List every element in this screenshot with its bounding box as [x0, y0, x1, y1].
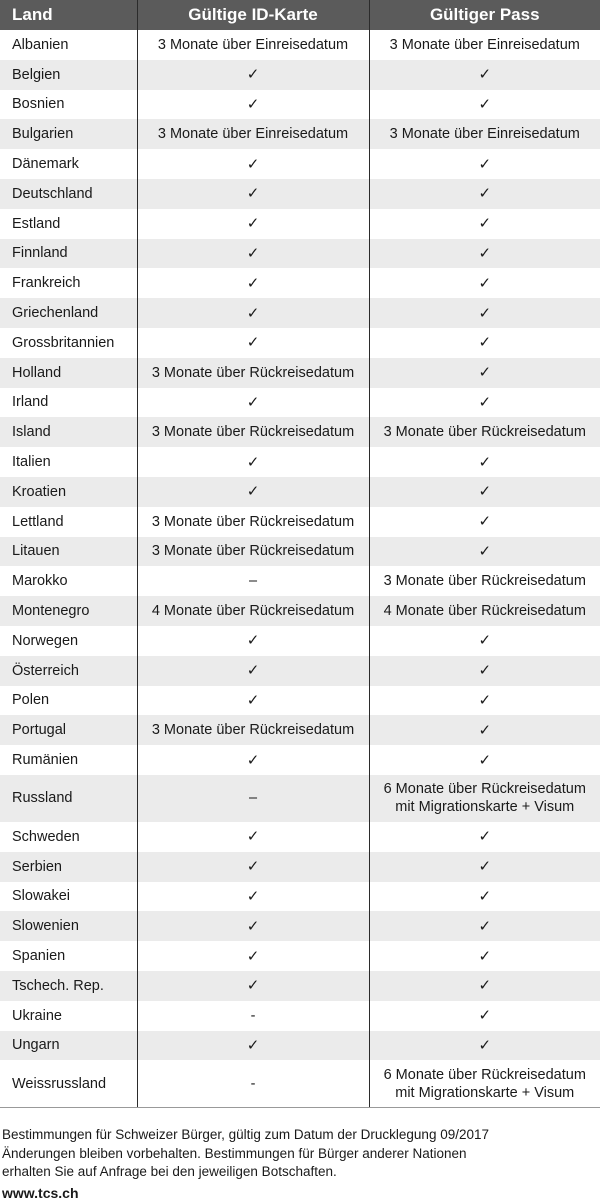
table-row: [0, 477, 600, 507]
id-card-value: 3 Monate über Rückreisedatum: [152, 365, 354, 381]
check-mark-icon: ✓: [478, 512, 491, 530]
check-mark-icon: ✓: [478, 976, 491, 994]
check-mark-icon: ✓: [247, 304, 260, 322]
id-card-value: 3 Monate über Einreisedatum: [158, 126, 348, 142]
passport-cell: [369, 715, 600, 745]
id-card-cell: [137, 30, 369, 60]
table-row: [0, 179, 600, 209]
check-mark-icon: ✓: [478, 393, 491, 411]
passport-value: 6 Monate über Rückreisedatum: [384, 1067, 586, 1083]
table-row: [0, 626, 600, 656]
id-card-cell: [137, 745, 369, 775]
check-mark-icon: ✓: [478, 453, 491, 471]
check-mark-icon: ✓: [478, 1006, 491, 1024]
passport-cell: [369, 60, 600, 90]
passport-cell: [369, 656, 600, 686]
id-card-cell: [137, 417, 369, 447]
id-card-cell: [137, 686, 369, 716]
table-row: [0, 566, 600, 596]
check-mark-icon: ✓: [247, 453, 260, 471]
check-mark-icon: ✓: [247, 244, 260, 262]
table-header-row: [0, 0, 600, 30]
passport-cell: [369, 852, 600, 882]
table-row: [0, 1031, 600, 1061]
check-mark-icon: ✓: [247, 691, 260, 709]
table-row: [0, 298, 600, 328]
footer-note-line-3: erhalten Sie auf Anfrage bei den jeweiligen Botschaften.: [2, 1163, 489, 1182]
table-row: [0, 822, 600, 852]
check-mark-icon: ✓: [478, 214, 491, 232]
id-card-cell: [137, 566, 369, 596]
id-card-cell: [137, 209, 369, 239]
table-row: [0, 596, 600, 626]
id-card-value: –: [249, 790, 257, 806]
check-mark-icon: ✓: [247, 976, 260, 994]
passport-cell: [369, 268, 600, 298]
table-row: [0, 447, 600, 477]
table-row: [0, 537, 600, 567]
passport-value: 3 Monate über Rückreisedatum: [384, 424, 586, 440]
table-row: [0, 268, 600, 298]
passport-cell: [369, 328, 600, 358]
id-card-cell: [137, 119, 369, 149]
table-body: [0, 30, 600, 1108]
country-cell: Grossbritannien: [0, 328, 137, 358]
passport-value-line-2: mit Migrationskarte + Visum: [395, 799, 574, 815]
check-mark-icon: ✓: [478, 917, 491, 935]
check-mark-icon: ✓: [478, 827, 491, 845]
table-row: [0, 30, 600, 60]
check-mark-icon: ✓: [247, 631, 260, 649]
passport-cell: [369, 1060, 600, 1108]
header-land: Land: [0, 0, 137, 30]
check-mark-icon: ✓: [478, 1036, 491, 1054]
check-mark-icon: ✓: [247, 393, 260, 411]
passport-cell: [369, 30, 600, 60]
id-card-cell: [137, 268, 369, 298]
passport-cell: [369, 911, 600, 941]
id-card-value: 3 Monate über Rückreisedatum: [152, 514, 354, 530]
check-mark-icon: ✓: [247, 333, 260, 351]
check-mark-icon: ✓: [478, 631, 491, 649]
country-cell: Slowakei: [0, 882, 137, 912]
country-cell: Slowenien: [0, 911, 137, 941]
check-mark-icon: ✓: [478, 274, 491, 292]
id-card-value: 3 Monate über Rückreisedatum: [152, 722, 354, 738]
id-card-cell: [137, 822, 369, 852]
id-card-cell: [137, 507, 369, 537]
passport-cell: [369, 745, 600, 775]
id-card-cell: [137, 149, 369, 179]
passport-value: 3 Monate über Einreisedatum: [390, 37, 580, 53]
country-cell: Litauen: [0, 537, 137, 567]
check-mark-icon: ✓: [247, 274, 260, 292]
table-row: [0, 911, 600, 941]
passport-cell: [369, 388, 600, 418]
passport-cell: [369, 882, 600, 912]
table-row: [0, 1001, 600, 1031]
id-card-cell: [137, 941, 369, 971]
country-cell: Montenegro: [0, 596, 137, 626]
country-cell: Marokko: [0, 566, 137, 596]
passport-cell: [369, 941, 600, 971]
table-row: [0, 507, 600, 537]
check-mark-icon: ✓: [247, 95, 260, 113]
id-card-cell: [137, 596, 369, 626]
country-cell: Serbien: [0, 852, 137, 882]
id-card-cell: [137, 328, 369, 358]
id-card-cell: [137, 179, 369, 209]
id-card-value: 4 Monate über Rückreisedatum: [152, 603, 354, 619]
check-mark-icon: ✓: [478, 95, 491, 113]
id-card-cell: [137, 656, 369, 686]
check-mark-icon: ✓: [247, 184, 260, 202]
table-row: [0, 1060, 600, 1108]
table-row: [0, 209, 600, 239]
footer-notes: [2, 1126, 489, 1202]
check-mark-icon: ✓: [247, 482, 260, 500]
table-row: [0, 656, 600, 686]
country-cell: Bosnien: [0, 90, 137, 120]
check-mark-icon: ✓: [478, 661, 491, 679]
check-mark-icon: ✓: [247, 857, 260, 875]
check-mark-icon: ✓: [247, 155, 260, 173]
passport-value-line-2: mit Migrationskarte + Visum: [395, 1085, 574, 1101]
passport-cell: [369, 822, 600, 852]
id-card-value: -: [251, 1076, 256, 1092]
table-row: [0, 388, 600, 418]
table-row: [0, 149, 600, 179]
table-row: [0, 971, 600, 1001]
id-card-cell: [137, 90, 369, 120]
country-cell: Russland: [0, 775, 137, 822]
id-card-cell: [137, 358, 369, 388]
table-row: [0, 715, 600, 745]
check-mark-icon: ✓: [478, 65, 491, 83]
check-mark-icon: ✓: [247, 887, 260, 905]
passport-value: 6 Monate über Rückreisedatum: [384, 781, 586, 797]
check-mark-icon: ✓: [478, 363, 491, 381]
id-card-cell: [137, 388, 369, 418]
country-cell: Kroatien: [0, 477, 137, 507]
check-mark-icon: ✓: [247, 947, 260, 965]
country-cell: Ukraine: [0, 1001, 137, 1031]
id-card-value: –: [249, 573, 257, 589]
passport-value: 3 Monate über Rückreisedatum: [384, 573, 586, 589]
check-mark-icon: ✓: [478, 887, 491, 905]
id-card-cell: [137, 911, 369, 941]
passport-cell: [369, 566, 600, 596]
check-mark-icon: ✓: [478, 691, 491, 709]
table-row: [0, 941, 600, 971]
id-card-cell: [137, 239, 369, 269]
id-card-cell: [137, 882, 369, 912]
passport-cell: [369, 1001, 600, 1031]
table-row: [0, 328, 600, 358]
check-mark-icon: ✓: [478, 721, 491, 739]
header-id-card: Gültige ID-Karte: [137, 0, 369, 30]
passport-cell: [369, 775, 600, 822]
check-mark-icon: ✓: [478, 482, 491, 500]
id-card-cell: [137, 537, 369, 567]
passport-cell: [369, 149, 600, 179]
id-card-value: -: [251, 1008, 256, 1024]
country-cell: Albanien: [0, 30, 137, 60]
check-mark-icon: ✓: [247, 917, 260, 935]
country-cell: Bulgarien: [0, 119, 137, 149]
country-cell: Island: [0, 417, 137, 447]
check-mark-icon: ✓: [478, 857, 491, 875]
check-mark-icon: ✓: [478, 304, 491, 322]
table-row: [0, 239, 600, 269]
country-cell: Lettland: [0, 507, 137, 537]
passport-cell: [369, 686, 600, 716]
passport-cell: [369, 1031, 600, 1061]
passport-cell: [369, 596, 600, 626]
passport-cell: [369, 417, 600, 447]
id-card-cell: [137, 715, 369, 745]
table-row: [0, 745, 600, 775]
country-cell: Weissrussland: [0, 1060, 137, 1108]
id-card-cell: [137, 1031, 369, 1061]
passport-cell: [369, 477, 600, 507]
country-cell: Schweden: [0, 822, 137, 852]
check-mark-icon: ✓: [247, 1036, 260, 1054]
check-mark-icon: ✓: [478, 751, 491, 769]
id-card-cell: [137, 971, 369, 1001]
id-card-cell: [137, 626, 369, 656]
id-card-value: 3 Monate über Rückreisedatum: [152, 424, 354, 440]
country-cell: Belgien: [0, 60, 137, 90]
country-cell: Deutschland: [0, 179, 137, 209]
id-card-value: 3 Monate über Rückreisedatum: [152, 543, 354, 559]
passport-cell: [369, 358, 600, 388]
passport-cell: [369, 119, 600, 149]
table-row: [0, 358, 600, 388]
check-mark-icon: ✓: [478, 244, 491, 262]
check-mark-icon: ✓: [478, 542, 491, 560]
country-cell: Finnland: [0, 239, 137, 269]
country-cell: Italien: [0, 447, 137, 477]
country-cell: Polen: [0, 686, 137, 716]
passport-cell: [369, 507, 600, 537]
passport-value: 4 Monate über Rückreisedatum: [384, 603, 586, 619]
id-card-cell: [137, 1001, 369, 1031]
table-row: [0, 686, 600, 716]
check-mark-icon: ✓: [247, 214, 260, 232]
footer-note-line-1: Bestimmungen für Schweizer Bürger, gültig zum Datum der Drucklegung 09/2017: [2, 1126, 489, 1145]
check-mark-icon: ✓: [478, 184, 491, 202]
passport-cell: [369, 179, 600, 209]
footer-note-line-2: Änderungen bleiben vorbehalten. Bestimmungen für Bürger anderer Nationen: [2, 1145, 489, 1164]
check-mark-icon: ✓: [247, 65, 260, 83]
country-cell: Tschech. Rep.: [0, 971, 137, 1001]
id-card-cell: [137, 60, 369, 90]
country-cell: Norwegen: [0, 626, 137, 656]
country-cell: Portugal: [0, 715, 137, 745]
header-passport: Gültiger Pass: [369, 0, 600, 30]
country-cell: Frankreich: [0, 268, 137, 298]
country-cell: Irland: [0, 388, 137, 418]
country-cell: Griechenland: [0, 298, 137, 328]
country-cell: Spanien: [0, 941, 137, 971]
check-mark-icon: ✓: [478, 333, 491, 351]
country-cell: Estland: [0, 209, 137, 239]
id-card-cell: [137, 775, 369, 822]
passport-cell: [369, 298, 600, 328]
passport-cell: [369, 90, 600, 120]
table-row: [0, 60, 600, 90]
check-mark-icon: ✓: [478, 947, 491, 965]
table-row: [0, 775, 600, 822]
id-card-cell: [137, 1060, 369, 1108]
table-row: [0, 882, 600, 912]
check-mark-icon: ✓: [247, 661, 260, 679]
check-mark-icon: ✓: [478, 155, 491, 173]
country-cell: Ungarn: [0, 1031, 137, 1061]
passport-cell: [369, 971, 600, 1001]
table-row: [0, 852, 600, 882]
check-mark-icon: ✓: [247, 827, 260, 845]
passport-cell: [369, 537, 600, 567]
passport-cell: [369, 239, 600, 269]
table-row: [0, 119, 600, 149]
table-row: [0, 90, 600, 120]
passport-cell: [369, 209, 600, 239]
check-mark-icon: ✓: [247, 751, 260, 769]
country-cell: Rumänien: [0, 745, 137, 775]
passport-value: 3 Monate über Einreisedatum: [390, 126, 580, 142]
id-card-cell: [137, 298, 369, 328]
id-card-cell: [137, 852, 369, 882]
country-cell: Holland: [0, 358, 137, 388]
table-row: [0, 417, 600, 447]
id-card-value: 3 Monate über Einreisedatum: [158, 37, 348, 53]
id-card-cell: [137, 477, 369, 507]
country-cell: Österreich: [0, 656, 137, 686]
id-card-cell: [137, 447, 369, 477]
passport-cell: [369, 626, 600, 656]
passport-cell: [369, 447, 600, 477]
country-cell: Dänemark: [0, 149, 137, 179]
website-link[interactable]: www.tcs.ch: [2, 1184, 489, 1202]
